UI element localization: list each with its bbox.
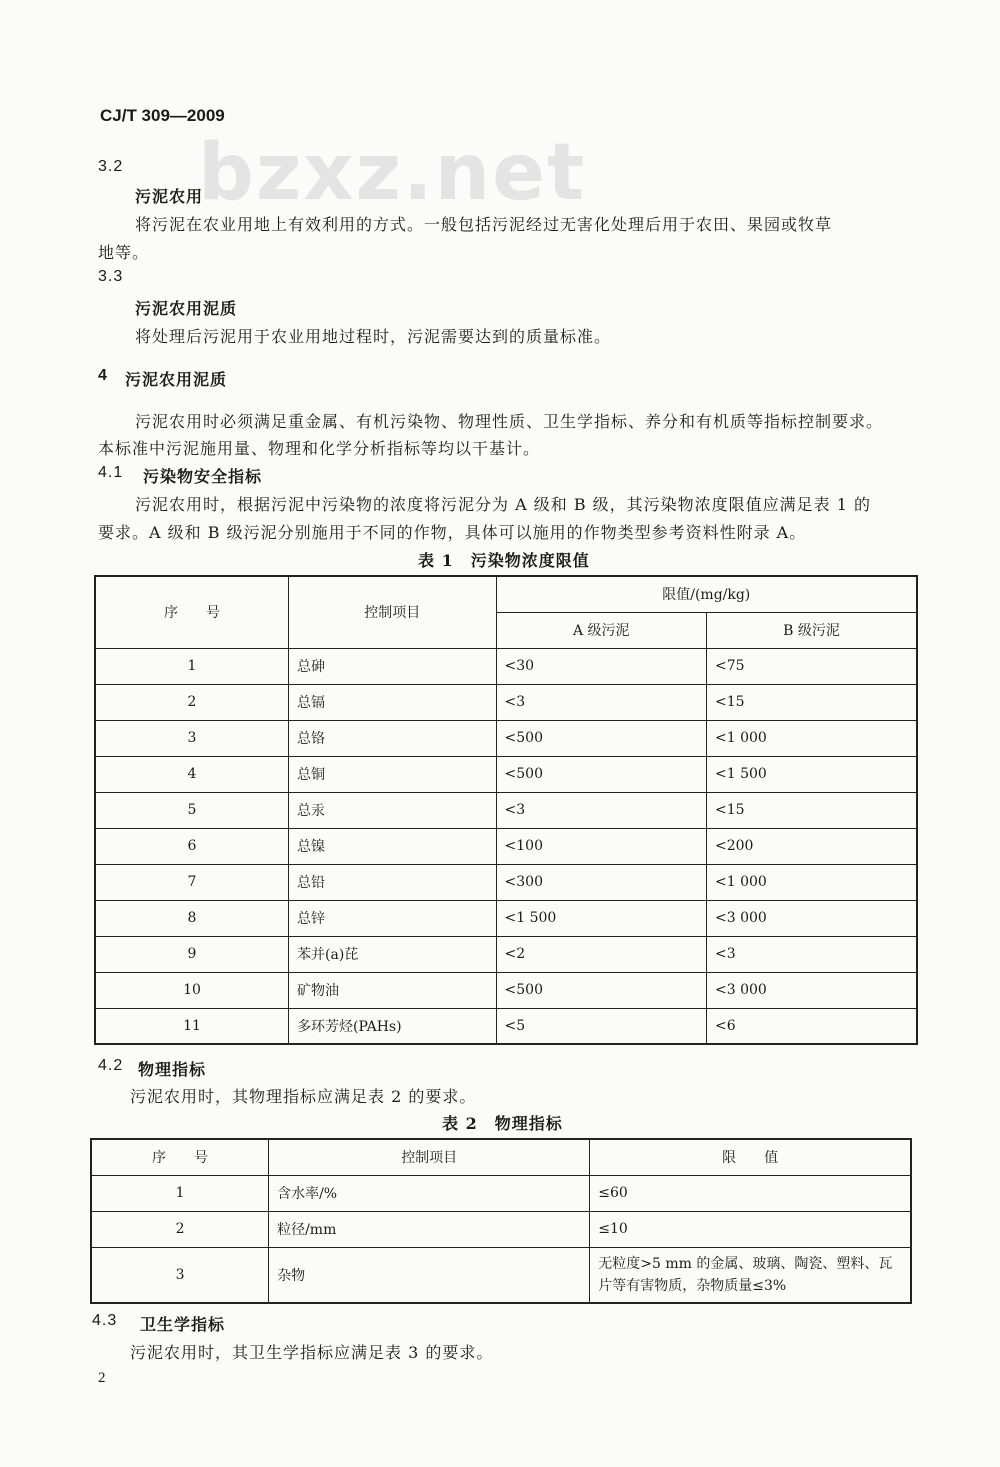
row-seq: 10 [95,972,289,1008]
row-seq: 3 [95,720,289,756]
row-item: 总镉 [289,684,497,720]
row-b-limit: <3 000 [707,900,918,936]
section-title-4-3: 卫生学指标 [140,1315,226,1334]
section-title-4-1: 污染物安全指标 [143,467,263,486]
section-number-4-1: 4.1 [98,464,124,481]
paragraph-4-1-line1: 污泥农用时，根据污泥中污染物的浓度将污泥分为 A 级和 B 级，其污染物浓度限值应满足表 1 的 [135,495,872,514]
row-item: 含水率/% [269,1175,590,1211]
paragraph-4-line2: 本标准中污泥施用量、物理和化学分析指标等均以干基计。 [98,439,541,458]
row-a-limit: <500 [496,720,706,756]
row-b-limit: <75 [707,648,918,684]
row-seq: 2 [91,1211,269,1247]
paragraph-4-line1: 污泥农用时必须满足重金属、有机污染物、物理性质、卫生学指标、养分和有机质等指标控制要求。 [135,412,884,431]
term-3-2: 污泥农用 [135,187,204,206]
row-b-limit: <3 000 [707,972,918,1008]
row-limit [590,1247,911,1303]
table-row [91,1247,911,1303]
row-item: 总铬 [289,720,497,756]
row-item: 总锌 [289,900,497,936]
table2-header-limit: 限 值 [590,1139,911,1175]
row-seq: 7 [95,864,289,900]
pollutant-limits-table [94,575,918,1045]
paragraph-4-3: 污泥农用时，其卫生学指标应满足表 3 的要求。 [130,1343,494,1362]
row-b-limit: <1 000 [707,864,918,900]
row-seq: 2 [95,684,289,720]
physical-indicators-table [90,1138,912,1304]
table2-header-seq: 序 号 [91,1139,269,1175]
table2-caption: 表 2 物理指标 [442,1114,563,1133]
row-limit-line2: 片等有害物质，杂物质量≤3% [598,1277,787,1294]
row-item: 苯并(a)芘 [289,936,497,972]
watermark: bzxz.net [198,128,587,218]
page-number: 2 [98,1370,106,1386]
section-title-4: 污泥农用泥质 [125,370,228,389]
row-item: 总铜 [289,756,497,792]
row-seq: 3 [91,1247,269,1303]
row-a-limit: <1 500 [496,900,706,936]
row-a-limit: <500 [496,756,706,792]
table1-header-limit: 限值/(mg/kg) [496,576,917,612]
row-limit: ≤10 [590,1211,911,1247]
row-a-limit: <5 [496,1008,706,1044]
row-a-limit: <500 [496,972,706,1008]
row-a-limit: <2 [496,936,706,972]
table-row [91,1175,911,1211]
row-b-limit: <3 [707,936,918,972]
paragraph-4-2: 污泥农用时，其物理指标应满足表 2 的要求。 [130,1087,477,1106]
row-item: 总砷 [289,648,497,684]
row-seq: 4 [95,756,289,792]
definition-3-3: 将处理后污泥用于农业用地过程时，污泥需要达到的质量标准。 [135,327,612,346]
table1-header-b: B 级污泥 [707,612,918,648]
table1-header-seq: 序 号 [95,576,289,648]
table-row [95,720,917,756]
section-number-3-2: 3.2 [98,158,124,175]
table1-header-a: A 级污泥 [496,612,706,648]
table-row [95,828,917,864]
row-item: 总镍 [289,828,497,864]
row-limit-line1: 无粒度>5 mm 的金属、玻璃、陶瓷、塑料、瓦 [598,1255,893,1272]
table2-header-item: 控制项目 [269,1139,590,1175]
table-row [95,972,917,1008]
row-b-limit: <6 [707,1008,918,1044]
term-3-3: 污泥农用泥质 [135,299,238,318]
row-seq: 1 [91,1175,269,1211]
row-a-limit: <3 [496,792,706,828]
row-b-limit: <15 [707,792,918,828]
table-row [95,936,917,972]
row-seq: 11 [95,1008,289,1044]
paragraph-4-1-line2: 要求。A 级和 B 级污泥分别施用于不同的作物，具体可以施用的作物类型参考资料性附录 A。 [98,523,807,542]
section-number-4-3: 4.3 [92,1312,118,1329]
row-item: 粒径/mm [269,1211,590,1247]
row-b-limit: <15 [707,684,918,720]
row-item: 总汞 [289,792,497,828]
row-item: 多环芳烃(PAHs) [289,1008,497,1044]
row-b-limit: <1 000 [707,720,918,756]
section-title-4-2: 物理指标 [138,1060,207,1079]
table-row [95,864,917,900]
definition-3-2-line2: 地等。 [98,243,150,262]
section-number-3-3: 3.3 [98,268,124,285]
row-seq: 6 [95,828,289,864]
table1-caption: 表 1 污染物浓度限值 [418,551,590,570]
definition-3-2-line1: 将污泥在农业用地上有效利用的方式。一般包括污泥经过无害化处理后用于农田、果园或牧草 [135,215,833,234]
table1-header-item: 控制项目 [289,576,497,648]
row-item: 总铅 [289,864,497,900]
row-a-limit: <30 [496,648,706,684]
table-row [95,900,917,936]
row-a-limit: <300 [496,864,706,900]
table-row [95,756,917,792]
section-number-4: 4 [98,367,108,384]
table-row [95,1008,917,1044]
row-b-limit: <1 500 [707,756,918,792]
row-seq: 8 [95,900,289,936]
row-a-limit: <100 [496,828,706,864]
table-row [95,684,917,720]
row-item: 矿物油 [289,972,497,1008]
row-limit: ≤60 [590,1175,911,1211]
row-b-limit: <200 [707,828,918,864]
row-seq: 9 [95,936,289,972]
table-row [95,792,917,828]
table-row [91,1211,911,1247]
row-seq: 1 [95,648,289,684]
row-seq: 5 [95,792,289,828]
row-a-limit: <3 [496,684,706,720]
document-code: CJ/T 309—2009 [100,106,225,125]
section-number-4-2: 4.2 [98,1057,124,1074]
row-item: 杂物 [269,1247,590,1303]
table-row [95,648,917,684]
